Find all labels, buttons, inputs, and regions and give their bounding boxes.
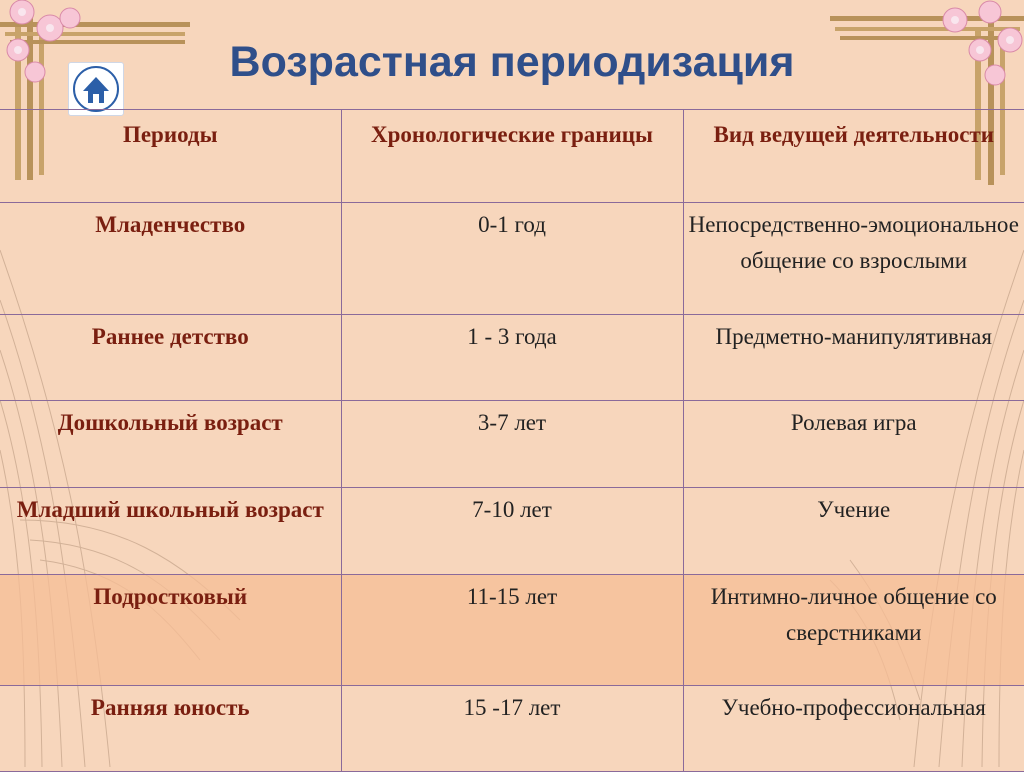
table-row [0, 575, 1024, 686]
activity-cell: Учение [683, 488, 1024, 575]
range-cell: 1 - 3 года [341, 315, 683, 401]
header-leading-activity: Вид ведущей деятельности [683, 110, 1024, 203]
table-row [0, 686, 1024, 772]
period-cell: Подростковый [0, 575, 341, 686]
header-chronological-bounds: Хронологические границы [341, 110, 683, 203]
period-cell: Ранняя юность [0, 686, 341, 772]
activity-cell: Интимно-личное общение со сверстниками [683, 575, 1024, 686]
range-cell: 15 -17 лет [341, 686, 683, 772]
header-periods: Периоды [0, 110, 341, 203]
table-row [0, 203, 1024, 315]
table-row [0, 488, 1024, 575]
range-cell: 11-15 лет [341, 575, 683, 686]
period-cell: Младенчество [0, 203, 341, 315]
range-cell: 3-7 лет [341, 401, 683, 488]
activity-cell: Непосредственно-эмоциональное общение со взрослыми [683, 203, 1024, 315]
period-cell: Дошкольный возраст [0, 401, 341, 488]
range-cell: 0-1 год [341, 203, 683, 315]
slide-title: Возрастная периодизация [229, 38, 795, 86]
table-row [0, 315, 1024, 401]
table-row [0, 401, 1024, 488]
periodization-table [0, 109, 1024, 772]
period-cell: Младший школьный возраст [0, 488, 341, 575]
activity-cell: Учебно-профессиональная [683, 686, 1024, 772]
table-header-row [0, 110, 1024, 203]
range-cell: 7-10 лет [341, 488, 683, 575]
activity-cell: Предметно-манипулятивная [683, 315, 1024, 401]
period-cell: Раннее детство [0, 315, 341, 401]
activity-cell: Ролевая игра [683, 401, 1024, 488]
